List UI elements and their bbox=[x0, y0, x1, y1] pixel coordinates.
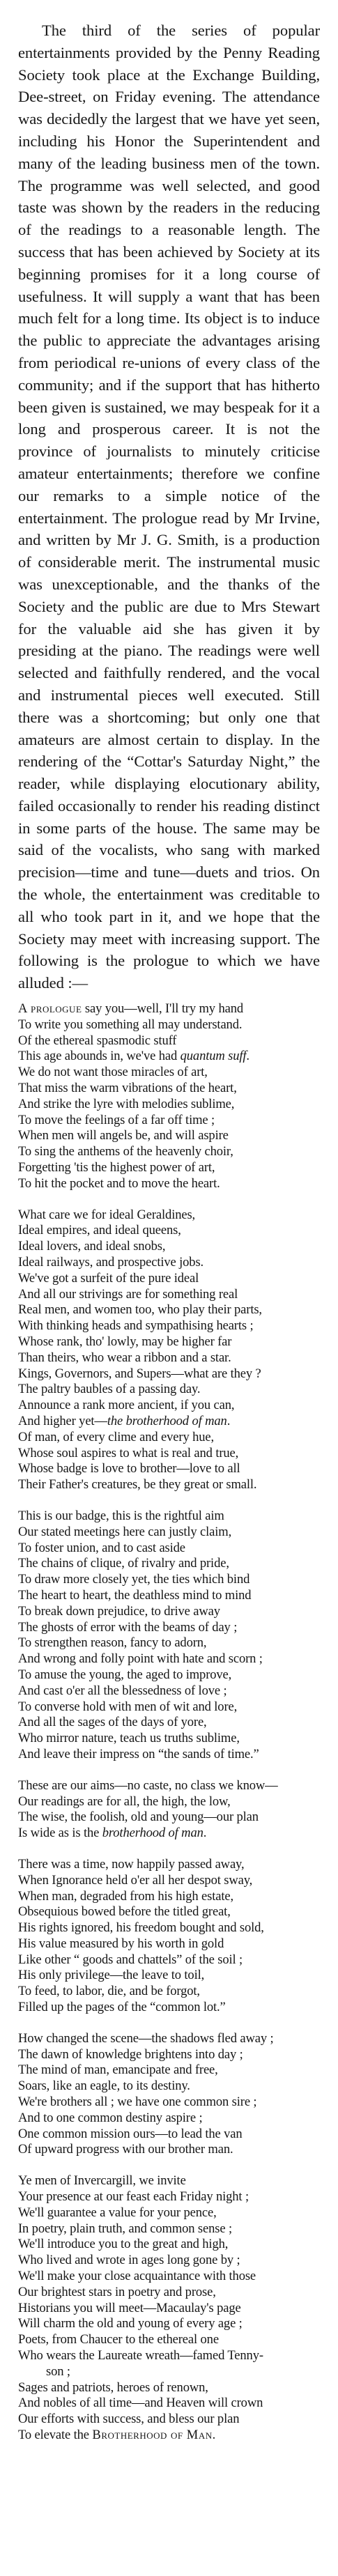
poem-line-text: To elevate the bbox=[18, 2428, 93, 2442]
poem-line bbox=[18, 1033, 320, 1049]
poem-line-text: We'll make your close acquaintance with those bbox=[18, 2269, 256, 2284]
poem-line bbox=[18, 2047, 320, 2063]
poem-line-text: Will charm the old and young of every age ; bbox=[18, 2316, 243, 2331]
poem-line bbox=[18, 1318, 320, 1334]
poem-emphasis: the brotherhood of man bbox=[107, 1413, 227, 1428]
poem-line bbox=[18, 1430, 320, 1446]
poem-line-text: Filled up the pages of the “common lot.” bbox=[18, 2000, 226, 2015]
poem-line-text: The ghosts of error with the beams of day ; bbox=[18, 1619, 238, 1635]
poem-line bbox=[18, 2269, 320, 2285]
poem-line-text: And all the sages of the days of yore, bbox=[18, 1715, 207, 1730]
poem-line-text: Is wide as is the bbox=[18, 1826, 102, 1841]
poem-line-text: These are our aims—no caste, no class we know— bbox=[18, 1777, 278, 1793]
poem-line bbox=[18, 1604, 320, 1620]
poem-line bbox=[18, 1525, 320, 1541]
poem-line-text: say you—well, I'll try my hand bbox=[82, 1001, 243, 1017]
poem-line bbox=[18, 2396, 320, 2412]
poem-stanza bbox=[18, 2031, 320, 2158]
prologue-poem bbox=[18, 1001, 320, 2444]
poem-line bbox=[18, 2301, 320, 2317]
poem-line bbox=[18, 1366, 320, 1382]
poem-line bbox=[18, 1857, 320, 1873]
poem-line bbox=[18, 1160, 320, 1176]
poem-line bbox=[18, 1017, 320, 1033]
poem-line-text: His only privilege—the leave to toil, bbox=[18, 1968, 205, 1983]
poem-line-text: And higher yet— bbox=[18, 1413, 107, 1428]
poem-line bbox=[18, 1001, 320, 1017]
poem-line bbox=[18, 1667, 320, 1683]
poem-line bbox=[18, 1113, 320, 1129]
poem-line-text: There was a time, now happily passed away, bbox=[18, 1856, 245, 1872]
poem-line bbox=[18, 1414, 320, 1430]
poem-line-text: One common mission ours—to lead the van bbox=[18, 2126, 243, 2141]
poem-line-text: Ideal lovers, and ideal snobs, bbox=[18, 1239, 166, 1254]
poem-line-text: Our brightest stars in poetry and prose, bbox=[18, 2284, 216, 2299]
poem-stanza bbox=[18, 1857, 320, 2016]
poem-line bbox=[18, 2031, 320, 2047]
poem-line bbox=[18, 1128, 320, 1144]
poem-line bbox=[18, 1747, 320, 1763]
poem-line-text: Whose rank, tho' lowly, may be higher far bbox=[18, 1334, 232, 1349]
poem-line bbox=[18, 1398, 320, 1414]
poem-line-text: And strike the lyre with melodies sublime, bbox=[18, 1096, 235, 1111]
poem-line-text: Our efforts with success, and bless our plan bbox=[18, 2412, 240, 2427]
poem-line-text: Soars, like an eagle, to its destiny. bbox=[18, 2078, 190, 2094]
poem-line-text: Ye men of Invercargill, we invite bbox=[18, 2173, 186, 2189]
poem-line-text: Sages and patriots, heroes of renown, bbox=[18, 2380, 208, 2395]
poem-line-text: Whose badge is love to brother—love to all bbox=[18, 1461, 240, 1476]
poem-line-tail: . bbox=[212, 2428, 216, 2442]
poem-line-text: With thinking heads and sympathising hearts ; bbox=[18, 1318, 254, 1334]
poem-line bbox=[18, 1620, 320, 1636]
poem-line bbox=[18, 1936, 320, 1952]
poem-line bbox=[18, 1208, 320, 1224]
poem-stanza bbox=[18, 1778, 320, 1842]
poem-line-text: To foster union, and to cast aside bbox=[18, 1540, 185, 1555]
poem-line-text: To sing the anthems of the heavenly choir, bbox=[18, 1144, 233, 1159]
poem-line-text: Ideal empires, and ideal queens, bbox=[18, 1223, 181, 1238]
poem-line-text: Than theirs, who wear a ribbon and a star. bbox=[18, 1350, 231, 1365]
poem-line-text: Forgetting 'tis the highest power of art, bbox=[18, 1160, 215, 1175]
poem-line-text: To hit the pocket and to move the heart. bbox=[18, 1175, 220, 1191]
poem-line-text: The heart to heart, the deathless mind to mind bbox=[18, 1587, 252, 1603]
poem-line-text: His rights ignored, his freedom bought and sold, bbox=[18, 1920, 264, 1936]
poem-line-text: In poetry, plain truth, and common sense ; bbox=[18, 2221, 232, 2236]
poem-smallcaps: Brotherhood of Man bbox=[92, 2428, 213, 2442]
poem-line-text: Like other “ goods and chattels” of the soil ; bbox=[18, 1952, 243, 1967]
poem-line bbox=[18, 1334, 320, 1350]
poem-line-text: To converse hold with men of wit and lore, bbox=[18, 1699, 238, 1714]
poem-line bbox=[18, 2332, 320, 2348]
poem-line-text: To strengthen reason, fancy to adorn, bbox=[18, 1635, 207, 1651]
poem-emphasis: brotherhood of man bbox=[102, 1826, 203, 1841]
poem-line bbox=[18, 1904, 320, 1920]
poem-line bbox=[18, 1778, 320, 1794]
poem-line-text: The dawn of knowledge brightens into day ; bbox=[18, 2046, 243, 2062]
poem-line bbox=[18, 2348, 320, 2364]
poem-line bbox=[18, 1572, 320, 1588]
poem-stanza bbox=[18, 1001, 320, 1192]
poem-line-text: Our readings are for all, the high, the low, bbox=[18, 1794, 231, 1809]
poem-line bbox=[18, 1382, 320, 1398]
poem-line bbox=[18, 2364, 320, 2380]
poem-line bbox=[18, 1081, 320, 1097]
poem-line-text: Announce a rank more ancient, if you can, bbox=[18, 1398, 235, 1413]
poem-line-text: When man, degraded from his high estate, bbox=[18, 1888, 233, 1904]
poem-line bbox=[18, 1271, 320, 1287]
poem-line bbox=[18, 1350, 320, 1366]
poem-line-text: Of the ethereal spasmodic stuff bbox=[18, 1033, 177, 1048]
poem-line-text: Obsequious bowed before the titled great, bbox=[18, 1904, 231, 1920]
poem-line bbox=[18, 1049, 320, 1065]
poem-line bbox=[18, 1302, 320, 1318]
poem-line-text: The paltry baubles of a passing day. bbox=[18, 1382, 201, 1397]
poem-line bbox=[18, 2221, 320, 2237]
poem-line-text: His value measured by his worth in gold bbox=[18, 1936, 224, 1951]
poem-line-text: Ideal railways, and prospective jobs. bbox=[18, 1255, 204, 1270]
poem-line-text: The wise, the foolish, old and young—our plan bbox=[18, 1810, 259, 1825]
poem-line bbox=[18, 1984, 320, 2000]
poem-line bbox=[18, 1920, 320, 1936]
poem-line bbox=[18, 2142, 320, 2158]
poem-line bbox=[18, 2285, 320, 2301]
poem-stanza bbox=[18, 1509, 320, 1763]
poem-line bbox=[18, 1065, 320, 1081]
poem-lead-word: A prologue bbox=[18, 1001, 82, 1017]
poem-line bbox=[18, 1889, 320, 1905]
poem-line-text: To feed, to labor, die, and be forgot, bbox=[18, 1984, 200, 1999]
poem-line-text: We'll introduce you to the great and high, bbox=[18, 2237, 229, 2252]
poem-line bbox=[18, 1952, 320, 1968]
poem-line bbox=[18, 1223, 320, 1239]
poem-line bbox=[18, 1556, 320, 1572]
poem-line-text: To move the feelings of a far off time ; bbox=[18, 1112, 215, 1127]
poem-line-tail: . bbox=[203, 1826, 207, 1841]
poem-line bbox=[18, 2253, 320, 2269]
poem-line bbox=[18, 2000, 320, 2016]
poem-line bbox=[18, 2062, 320, 2078]
poem-line bbox=[18, 1651, 320, 1667]
poem-line-text: Of upward progress with our brother man. bbox=[18, 2142, 233, 2157]
poem-line bbox=[18, 1144, 320, 1160]
poem-line-text: Their Father's creatures, be they great or small. bbox=[18, 1477, 257, 1493]
poem-line-text: And wrong and folly point with hate and scorn ; bbox=[18, 1651, 263, 1667]
poem-line bbox=[18, 1509, 320, 1525]
poem-line bbox=[18, 1176, 320, 1192]
poem-line bbox=[18, 2078, 320, 2095]
poem-line-text: When Ignorance held o'er all her despot sway, bbox=[18, 1872, 253, 1888]
poem-line bbox=[18, 1873, 320, 1889]
poem-line-text: And all our strivings are for something real bbox=[18, 1286, 238, 1302]
poem-line-text: We'll guarantee a value for your pence, bbox=[18, 2205, 217, 2220]
poem-line bbox=[18, 1794, 320, 1810]
poem-line-text: Who wears the Laureate wreath—famed Tenny- bbox=[18, 2348, 263, 2363]
poem-line bbox=[18, 1477, 320, 1493]
poem-line-text: To amuse the young, the aged to improve, bbox=[18, 1667, 232, 1682]
poem-line-text: When men will angels be, and will aspire bbox=[18, 1128, 229, 1143]
article-paragraph: The third of the series of popular entertainments provided by the Penny Reading Society took place at the Exchange Building, Dee-street, on Friday evening. The attendance was decidedly the largest that we have yet seen, including his Honor the Superintendent and many of the leading business men of the town. The programme was well selected, and good taste was shown by the readers in the reducing of the readings to a reasonable length. The success that has been achieved by Society at its beginning promises for it a long course of usefulness. It will supply a want that has been much felt for a long time. Its object is to induce the public to appreciate the advantages arising from periodical re-unions of every class of the community; and if the support that has hitherto been given is sustained, we may bespeak for it a long and prosperous career. It is not the province of journalists to minutely criticise amateur entertainments; therefore we confine our remarks to a simple notice of the entertainment. The prologue read by Mr Irvine, and written by Mr J. G. Smith, is a production of considerable merit. The instrumental music was unexceptionable, and the thanks of the Society and the public are due to Mrs Stewart for the valuable aid she has given it by presiding at the piano. The readings were well selected and faithfully rendered, and the vocal and instrumental pieces well executed. Still there was a shortcoming; but only one that amateurs are almost certain to display. In the rendering of the “Cottar's Saturday Night,” the reader, while displaying elocutionary ability, failed occasionally to render his reading distinct in some parts of the house. The same may be said of the vocalists, who sang with marked precision—time and tune—duets and trios. On the whole, the entertainment was creditable to all who took part in it, and we hope that the Society may meet with increasing support. The following is the prologue to which we have alluded :— bbox=[18, 22, 320, 992]
poem-line-text: What care we for ideal Geraldines, bbox=[18, 1207, 196, 1222]
poem-line-text: This age abounds in, we've had bbox=[18, 1049, 180, 1064]
poem-line bbox=[18, 2380, 320, 2396]
poem-line-text: Real men, and women too, who play their parts, bbox=[18, 1302, 262, 1318]
poem-line-text: Whose soul aspires to what is real and true, bbox=[18, 1445, 239, 1460]
poem-line bbox=[18, 2237, 320, 2253]
poem-line-text: Poets, from Chaucer to the ethereal one bbox=[18, 2332, 219, 2347]
poem-line bbox=[18, 2173, 320, 2189]
poem-line-text: Our stated meetings here can justly claim, bbox=[18, 1524, 232, 1539]
poem-line-text: This is our badge, this is the rightful aim bbox=[18, 1508, 224, 1523]
poem-line bbox=[18, 1255, 320, 1271]
poem-line bbox=[18, 1826, 320, 1842]
poem-line-text: Who lived and wrote in ages long gone by ; bbox=[18, 2253, 240, 2268]
poem-line bbox=[18, 1588, 320, 1604]
poem-line-text: And nobles of all time—and Heaven will crown bbox=[18, 2396, 263, 2411]
poem-line bbox=[18, 2205, 320, 2221]
poem-line bbox=[18, 1541, 320, 1557]
poem-line-text: And to one common destiny aspire ; bbox=[18, 2110, 203, 2125]
poem-line bbox=[18, 1731, 320, 1747]
poem-line bbox=[18, 2316, 320, 2332]
poem-line bbox=[18, 1968, 320, 1984]
poem-line bbox=[18, 2428, 320, 2444]
poem-line-text: Your presence at our feast each Friday night ; bbox=[18, 2189, 249, 2205]
poem-line-tail: . bbox=[226, 1413, 231, 1428]
poem-line-text: And leave their impress on “the sands of time.” bbox=[18, 1746, 259, 1761]
poem-line bbox=[18, 1635, 320, 1651]
poem-line-text: Historians you will meet—Macaulay's page bbox=[18, 2300, 241, 2315]
poem-line bbox=[18, 1715, 320, 1731]
poem-line-text: To write you something all may understand. bbox=[18, 1017, 243, 1032]
poem-line-text: And cast o'er all the blessedness of love ; bbox=[18, 1683, 227, 1698]
poem-line bbox=[18, 2412, 320, 2428]
poem-line bbox=[18, 1461, 320, 1477]
poem-emphasis: quantum suff bbox=[180, 1049, 247, 1064]
poem-line-text: How changed the scene—the shadows fled away ; bbox=[18, 2030, 274, 2046]
poem-line-text: We're brothers all ; we have one common sire ; bbox=[18, 2095, 257, 2110]
poem-line bbox=[18, 1446, 320, 1462]
poem-stanza bbox=[18, 1208, 320, 1493]
poem-line-text: That miss the warm vibrations of the heart, bbox=[18, 1081, 237, 1096]
poem-line-text: The mind of man, emancipate and free, bbox=[18, 2062, 218, 2078]
poem-line bbox=[18, 1810, 320, 1826]
poem-line-text: We've got a surfeit of the pure ideal bbox=[18, 1270, 199, 1286]
poem-line-text: To break down prejudice, to drive away bbox=[18, 1603, 220, 1619]
poem-line bbox=[18, 1287, 320, 1303]
poem-line bbox=[18, 1699, 320, 1715]
poem-line bbox=[18, 2189, 320, 2205]
poem-line bbox=[18, 2127, 320, 2143]
poem-line-text: Kings, Governors, and Supers—what are they ? bbox=[18, 1366, 261, 1381]
poem-line-text: Of man, of every clime and every hue, bbox=[18, 1429, 214, 1444]
poem-line bbox=[18, 2095, 320, 2111]
poem-line-tail: . bbox=[246, 1049, 249, 1064]
poem-line bbox=[18, 1097, 320, 1113]
poem-line-text: son ; bbox=[46, 2363, 70, 2379]
poem-line-text: We do not want those miracles of art, bbox=[18, 1065, 208, 1080]
poem-line-text: The chains of clique, of rivalry and pride, bbox=[18, 1556, 229, 1571]
poem-line bbox=[18, 1239, 320, 1255]
poem-line-text: Who mirror nature, teach us truths sublime, bbox=[18, 1731, 240, 1746]
poem-line bbox=[18, 2111, 320, 2127]
poem-stanza bbox=[18, 2173, 320, 2444]
poem-line bbox=[18, 1683, 320, 1699]
poem-line-text: To draw more closely yet, the ties which bind bbox=[18, 1572, 250, 1587]
